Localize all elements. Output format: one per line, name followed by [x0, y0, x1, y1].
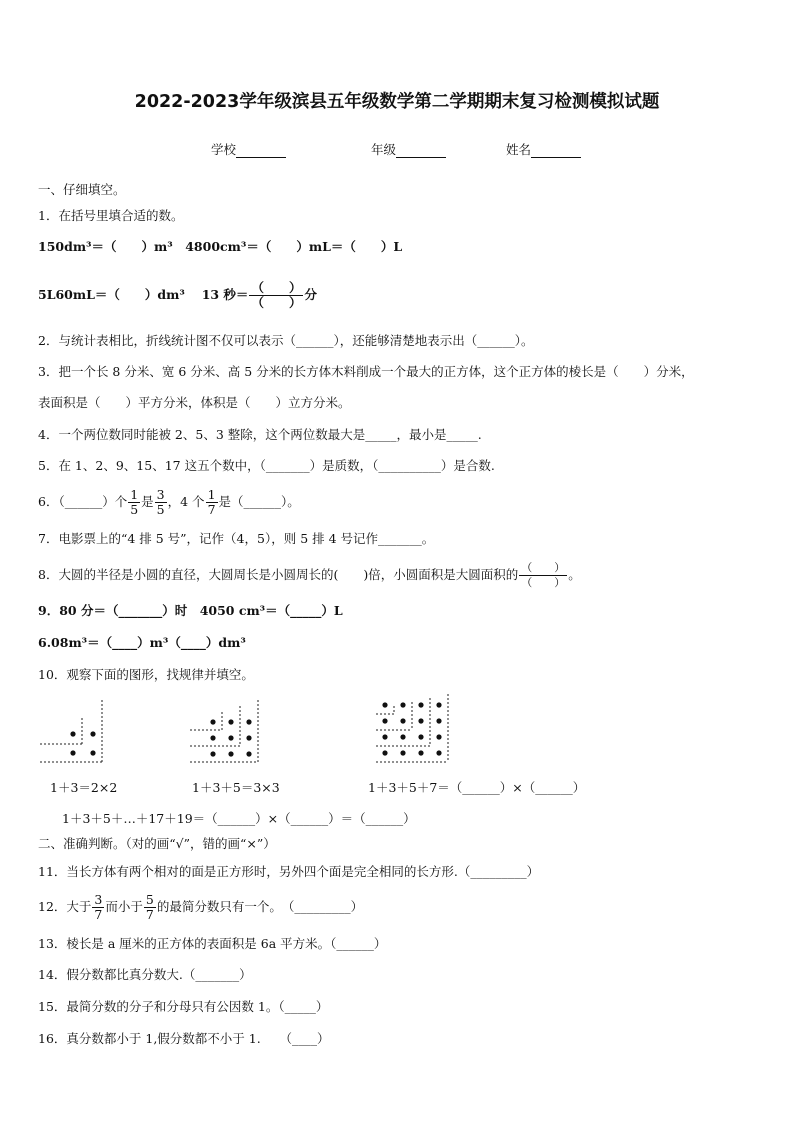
page-title: 2022-2023学年级滨县五年级数学第二学期期末复习检测模拟试题 — [134, 92, 660, 112]
equation-2: 1＋3＋5＝3×3 — [192, 780, 280, 795]
fraction-denominator: 5 — [130, 502, 139, 517]
fraction-denominator: 7 — [207, 502, 216, 517]
fraction-5-7 — [144, 893, 156, 922]
fraction-3-5 — [155, 488, 167, 517]
fraction-1-5 — [128, 488, 140, 517]
question-15: 15．最简分数的分子和分母只有公因数 1。（_____） — [38, 999, 329, 1014]
question-8-part-b: 。 — [568, 567, 581, 582]
question-14: 14．假分数都比真分数大.（_______） — [38, 967, 252, 982]
question-1-line-2-b: 分 — [304, 287, 317, 302]
fraction-denominator: （ ） — [251, 295, 302, 310]
section-1-heading: 一、仔细填空。 — [38, 182, 126, 197]
name-label: 姓名 — [506, 142, 532, 157]
fraction-numerator: 1 — [130, 487, 139, 502]
question-13: 13．棱长是 a 厘米的正方体的表面积是 6a 平方米。（______） — [38, 936, 387, 951]
question-8-part-a: 8．大圆的半径是小圆的直径，大圆周长是小圆周长的( )倍，小圆面积是大圆面积的 — [38, 567, 519, 582]
fraction-denominator: 5 — [156, 502, 165, 517]
grade-blank[interactable] — [396, 143, 446, 158]
question-7: 7．电影票上的“4 排 5 号”，记作（4，5），则 5 排 4 号记作_______。 — [38, 531, 435, 546]
equation-3: 1＋3＋5＋7＝（______）×（______） — [368, 780, 586, 795]
fraction-1-7 — [206, 488, 218, 517]
question-1-fraction — [249, 281, 303, 310]
fraction-numerator: 3 — [156, 487, 165, 502]
question-3-line-2: 表面积是（ ）平方分米，体积是（ ）立方分米。 — [38, 395, 351, 410]
question-6-part-b: 是 — [141, 494, 154, 509]
fraction-denominator: 7 — [94, 907, 103, 922]
question-9-line-2: 6.08m³＝（____）m³（____）dm³ — [38, 635, 246, 650]
name-field[interactable] — [506, 142, 581, 158]
fraction-numerator: （ ） — [521, 561, 566, 574]
question-12-part-a: 12．大于 — [38, 899, 92, 914]
question-11: 11．当长方体有两个相对的面是正方形时，另外四个面是完全相同的长方形.（_________） — [38, 864, 540, 879]
dot-pattern-2x2 — [38, 698, 110, 764]
school-label: 学校 — [211, 142, 237, 157]
equation-1: 1＋3＝2×2 — [50, 780, 118, 795]
question-2: 2．与统计表相比，折线统计图不仅可以表示（______），还能够清楚地表示出（______）。 — [38, 333, 534, 348]
fraction-3-7 — [92, 893, 104, 922]
equation-4: 1＋3＋5＋…＋17＋19＝（______）×（______）＝（______） — [62, 811, 416, 826]
fraction-numerator: （ ） — [251, 280, 302, 295]
school-field[interactable] — [211, 142, 286, 158]
fraction-numerator: 1 — [207, 487, 216, 502]
question-3-line-1: 3．把一个长 8 分米、宽 6 分米、高 5 分米的长方体木料削成一个最大的正方体，这个正方体的棱长是（ ）分米， — [38, 364, 694, 379]
question-6-part-d: 是（______）。 — [218, 494, 300, 509]
question-10-stem: 10．观察下面的图形，找规律并填空。 — [38, 667, 254, 682]
question-16: 16．真分数都小于 1,假分数都不小于 1. （____） — [38, 1031, 330, 1046]
question-6-part-c: ，4 个 — [167, 494, 205, 509]
question-1-line-1: 150dm³＝（ ）m³ 4800cm³＝（ ）mL＝（ ）L — [38, 239, 403, 254]
question-4: 4．一个两位数同时能被 2、5、3 整除，这个两位数最大是_____，最小是_____. — [38, 427, 482, 442]
dot-pattern-3x3 — [188, 698, 264, 764]
question-1-line-2-a: 5L60mL＝（ ）dm³ 13 秒＝ — [38, 287, 249, 302]
question-12-part-c: 的最简分数只有一个。 （_________） — [156, 899, 364, 914]
question-8 — [38, 559, 581, 591]
fraction-numerator: 5 — [145, 892, 154, 907]
fraction-denominator: （ ） — [521, 576, 566, 589]
name-blank[interactable] — [531, 143, 581, 158]
school-blank[interactable] — [236, 143, 286, 158]
question-8-fraction — [519, 561, 567, 590]
grade-field[interactable] — [371, 142, 446, 158]
section-2-heading: 二、准确判断。（对的画“√”，错的画“×”） — [38, 836, 276, 851]
question-1-stem: 1．在括号里填合适的数。 — [38, 208, 184, 223]
question-1-line-2 — [38, 276, 317, 314]
question-6 — [38, 486, 300, 518]
question-12 — [38, 886, 363, 928]
fraction-denominator: 7 — [145, 907, 154, 922]
question-9-line-1: 9．80 分＝（_______）时 4050 cm³＝（_____）L — [38, 603, 343, 618]
dot-pattern-4x4 — [374, 692, 454, 764]
grade-label: 年级 — [371, 142, 397, 157]
fraction-numerator: 3 — [94, 892, 103, 907]
question-12-part-b: 而小于 — [105, 899, 143, 914]
question-5: 5．在 1、2、9、15、17 这五个数中，（_______）是质数，（__________）是合数. — [38, 458, 495, 473]
question-6-part-a: 6．（______）个 — [38, 494, 128, 509]
